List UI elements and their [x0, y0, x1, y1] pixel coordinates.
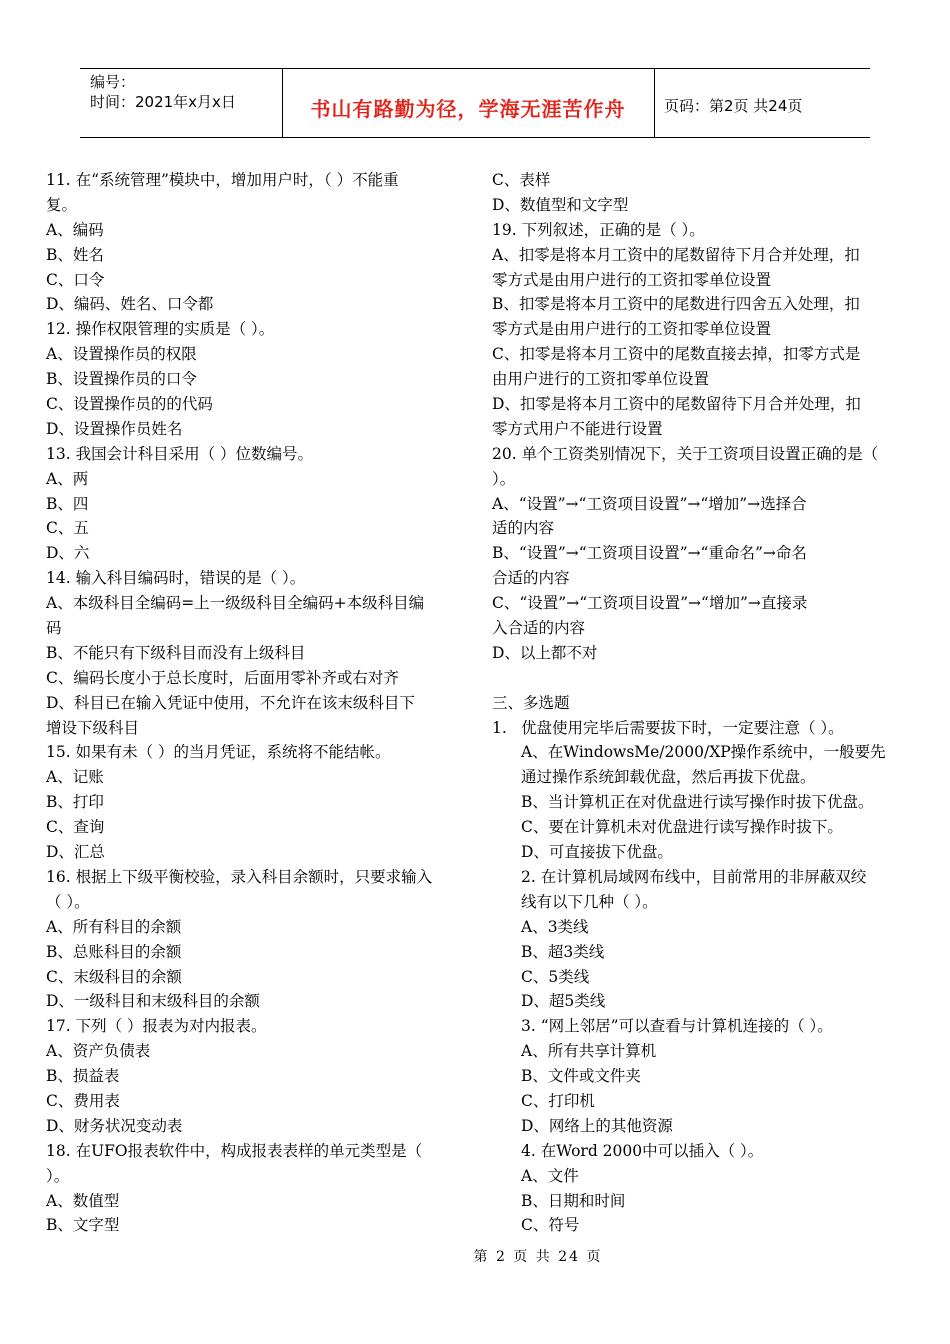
text-line: B、扣零是将本月工资中的尾数进行四舍五入处理，扣 [492, 295, 860, 314]
text-line: 码 [46, 619, 62, 638]
text-line: A、本级科目全编码=上一级级科目全编码+本级科目编 [46, 594, 425, 613]
text-line: 16. 根据上下级平衡校验，录入科目余额时，只要求输入 [46, 867, 433, 886]
text-line: 11. 在“系统管理”模块中，增加用户时，（ ）不能重 [46, 171, 399, 189]
text-line: B、不能只有下级科目而没有上级科目 [46, 643, 306, 662]
numbered-question [492, 716, 906, 741]
text-line: D、编码、姓名、口令都 [46, 295, 214, 314]
text-line: B、总账科目的余额 [46, 942, 182, 961]
text-line: 零方式用户不能进行设置 [492, 419, 663, 438]
text-line: D、以上都不对 [492, 643, 598, 662]
text-line: ）。 [46, 1166, 70, 1185]
text-line: 19. 下列叙述，正确的是（ ）。 [492, 220, 705, 239]
text-line: B、文件或文件夹 [521, 1067, 641, 1086]
text-line: B、姓名 [46, 245, 104, 264]
date-label: 时间：2021年x月x日 [90, 93, 236, 111]
document-header [80, 68, 870, 138]
text-line: 入合适的内容 [492, 619, 586, 638]
motto-text: 书山有路勤为径，学海无涯苦作舟 [310, 97, 626, 121]
text-line: B、文字型 [46, 1216, 120, 1235]
text-line: B、日期和时间 [521, 1191, 626, 1210]
text-line: A、在WindowsMe/2000/XP操作系统中，一般要先 [521, 743, 886, 762]
text-line: A、资产负债表 [46, 1042, 151, 1061]
text-line: 适的内容 [492, 519, 555, 538]
text-line: B、打印 [46, 793, 104, 812]
text-line: D、网络上的其他资源 [521, 1116, 673, 1135]
text-line: C、符号 [521, 1216, 580, 1235]
text-line: D、超5类线 [521, 992, 606, 1011]
text-line: 15. 如果有未（ ）的当月凭证，系统将不能结帐。 [46, 743, 391, 762]
text-line: D、六 [46, 544, 90, 563]
left-column [46, 168, 460, 1238]
text-line: D、扣零是将本月工资中的尾数留待下月合并处理，扣 [492, 395, 861, 414]
text-line: B、四 [46, 494, 89, 513]
text-line: 复。 [46, 195, 78, 214]
text-line: A、文件 [521, 1166, 579, 1185]
text-line: C、“设置”→“工资项目设置”→“增加”→直接录 [492, 594, 808, 613]
text-line: 3. “网上邻居”可以查看与计算机连接的（ ）。 [521, 1017, 833, 1036]
text-line: D、数值型和文字型 [492, 195, 629, 214]
text-line: B、“设置”→“工资项目设置”→“重命名”→命名 [492, 544, 807, 563]
text-line: C、费用表 [46, 1091, 120, 1110]
text-line: A、数值型 [46, 1191, 120, 1210]
text-line: C、要在计算机未对优盘进行读写操作时拔下。 [521, 818, 843, 837]
text-line: C、口令 [46, 270, 105, 289]
text-line: B、当计算机正在对优盘进行读写操作时拔下优盘。 [521, 793, 874, 812]
text-line: C、五 [46, 519, 89, 538]
text-line: B、超3类线 [521, 942, 605, 961]
text-line: D、汇总 [46, 843, 105, 862]
text-line: 13. 我国会计科目采用（ ）位数编号。 [46, 444, 314, 463]
text-line: C、查询 [46, 818, 105, 837]
text-line: A、所有共享计算机 [521, 1042, 657, 1061]
text-line: 线有以下几种（ ）。 [521, 892, 658, 911]
text-line [492, 666, 906, 691]
text-line: C、表样 [492, 171, 551, 189]
text-line: 增设下级科目 [46, 718, 140, 737]
question-number: 1. [492, 718, 507, 737]
text-line: C、扣零是将本月工资中的尾数直接去掉，扣零方式是 [492, 345, 861, 364]
text-line: 18. 在UFO报表软件中，构成报表表样的单元类型是（ [46, 1141, 423, 1160]
question-text: 优盘使用完毕后需要拔下时，一定要注意（ ）。 [521, 718, 844, 737]
text-line: D、设置操作员姓名 [46, 419, 183, 438]
code-label: 编号： [90, 73, 136, 91]
text-line: 合适的内容 [492, 569, 570, 588]
text-line: 2. 在计算机局域网布线中，目前常用的非屏蔽双绞 [521, 867, 867, 886]
text-line: C、打印机 [521, 1091, 595, 1110]
text-line: ）。 [492, 469, 516, 488]
text-line: D、财务状况变动表 [46, 1116, 183, 1135]
text-line: 4. 在Word 2000中可以插入（ ）。 [521, 1141, 764, 1160]
text-line: A、3类线 [521, 917, 589, 936]
text-line: A、扣零是将本月工资中的尾数留待下月合并处理，扣 [492, 245, 860, 264]
text-line: A、编码 [46, 220, 104, 239]
text-line: C、末级科目的余额 [46, 967, 182, 986]
text-line: B、损益表 [46, 1067, 120, 1086]
text-line: A、所有科目的余额 [46, 917, 182, 936]
text-line: 通过操作系统卸载优盘，然后再拔下优盘。 [521, 768, 816, 787]
header-meta-cell [80, 69, 283, 137]
text-line: B、设置操作员的口令 [46, 370, 197, 389]
text-line: 由用户进行的工资扣零单位设置 [492, 370, 710, 389]
page-info-cell [654, 69, 870, 137]
text-line: C、设置操作员的的代码 [46, 395, 213, 414]
motto-cell [282, 69, 655, 137]
text-line: C、编码长度小于总长度时，后面用零补齐或右对齐 [46, 668, 399, 687]
text-line: A、设置操作员的权限 [46, 345, 197, 364]
text-line: A、“设置”→“工资项目设置”→“增加”→选择合 [492, 494, 807, 513]
text-line: A、记账 [46, 768, 104, 787]
text-line: 三、多选题 [492, 693, 570, 712]
text-line: 14. 输入科目编码时，错误的是（ ）。 [46, 569, 306, 588]
right-column [492, 168, 906, 1238]
text-line: 20. 单个工资类别情况下，关于工资项目设置正确的是（ [492, 444, 879, 463]
text-line: D、可直接拔下优盘。 [521, 843, 673, 862]
text-line: 零方式是由用户进行的工资扣零单位设置 [492, 270, 772, 289]
text-line: D、科目已在输入凭证中使用，不允许在该末级科目下 [46, 693, 415, 712]
text-line: A、两 [46, 469, 89, 488]
text-line: D、一级科目和末级科目的余额 [46, 992, 260, 1011]
text-line: 12. 操作权限管理的实质是（ ）。 [46, 320, 275, 339]
text-line: 17. 下列（ ）报表为对内报表。 [46, 1017, 267, 1036]
page-footer: 第 2 页 共 24 页 [473, 1249, 603, 1265]
text-line: 零方式是由用户进行的工资扣零单位设置 [492, 320, 772, 339]
text-line: C、5类线 [521, 967, 590, 986]
page-info: 页码：第2页 共24页 [664, 97, 803, 115]
text-line: （ ）。 [46, 892, 90, 911]
